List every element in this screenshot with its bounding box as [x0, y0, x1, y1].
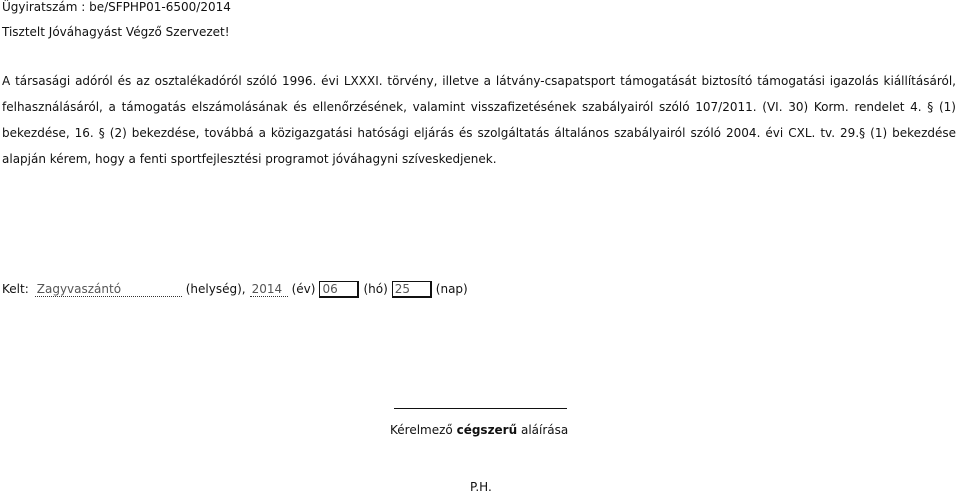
signature-label	[390, 423, 568, 437]
kelt-label: Kelt:	[2, 282, 29, 296]
year-field[interactable]: 2014	[250, 282, 288, 297]
year-suffix: (év)	[291, 282, 316, 296]
place-suffix: (helység),	[185, 282, 246, 296]
day-field[interactable]: 25	[392, 281, 432, 298]
signature-label-suffix: aláírása	[517, 423, 569, 437]
reference-number: Ügyiratszám : be/SFPHP01-6500/2014	[2, 0, 231, 14]
date-place-row	[2, 276, 468, 302]
month-suffix: (hó)	[363, 282, 388, 296]
signature-line	[394, 408, 567, 409]
paragraph-line: A társasági adóról és az osztalékadóról szóló 1996. évi LXXXI. törvény, illetve a látvány-csapatsport támogatását biztosító támogatási igazolás kiállításáról,	[2, 74, 956, 88]
paragraph-line: felhasználásáról, a támogatás elszámolásának és ellenőrzésének, valamint visszafizetésének szabályairól szóló 107/2011. (VI. 30) Korm. rendelet 4. § (1)	[2, 100, 956, 114]
place-field[interactable]: Zagyvaszántó	[35, 282, 182, 297]
signature-label-bold: cégszerű	[456, 423, 518, 437]
paragraph-line: alapján kérem, hogy a fenti sportfejlesztési programot jóváhagyni szíveskedjenek.	[2, 152, 497, 166]
greeting: Tisztelt Jóváhagyást Végző Szervezet!	[2, 25, 230, 39]
signature-label-prefix: Kérelmező	[390, 423, 457, 437]
month-field[interactable]: 06	[319, 281, 359, 298]
request-paragraph	[2, 68, 956, 172]
stamp-placeholder: P.H.	[470, 480, 492, 494]
paragraph-line: bekezdése, 16. § (2) bekezdése, továbbá a közigazgatási hatósági eljárás és szolgáltatás általános szabályairól szóló 2004. évi CXL. tv. 29.§ (1) bekezdése	[2, 126, 956, 140]
day-suffix: (nap)	[435, 282, 468, 296]
